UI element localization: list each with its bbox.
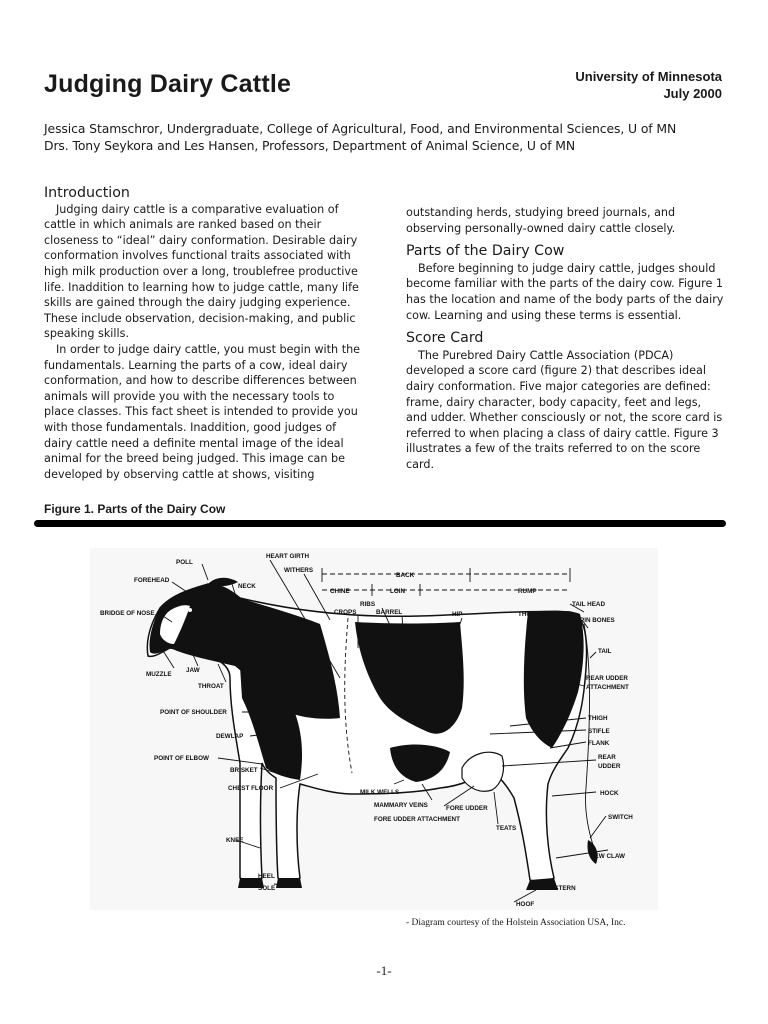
intro-paragraph-2: In order to judge dairy cattle, you must begin with the fundamentals. Learning the parts of a cow, ideal dairy conformation, and how to describe differences between animals will provide you with the necessary tools to place classes. This fact sheet is intended to provide you with those fundamentals. Inaddition, good judges of dairy cattle need a definite mental image of the ideal animal for the breed being judged. This image can be developed by observing cattle at shows, visiting xyxy=(44,342,361,481)
label-heel: HEEL xyxy=(258,873,275,880)
label-point-of-shoulder: POINT OF SHOULDER xyxy=(160,709,227,716)
label-knee: KNEE xyxy=(226,837,244,844)
label-fore-udder: FORE UDDER xyxy=(446,805,488,812)
intro-paragraph-1: Judging dairy cattle is a comparative evaluation of cattle in which animals are ranked based on their closeness to “ideal” dairy conformation. Desirable dairy conformation involves functional traits associated with high milk production over a long, troublefree productive life. Inaddition to learning how to judge cattle, many life skills are gained through the dairy judging experience. These include observation, decision-making, and public speaking skills. xyxy=(44,202,359,341)
label-fore-udder-attachment: FORE UDDER ATTACHMENT xyxy=(374,816,460,823)
right-column xyxy=(406,205,724,473)
university-name: University of Minnesota xyxy=(575,69,722,84)
label-hoof: HOOF xyxy=(516,901,535,908)
introduction-heading: Introduction xyxy=(44,185,130,201)
label-teats: TEATS xyxy=(496,825,517,832)
page-title: Judging Dairy Cattle xyxy=(44,70,292,98)
label-tail: TAIL xyxy=(598,648,612,655)
publication-date: July 2000 xyxy=(663,86,722,101)
parts-paragraph: Before beginning to judge dairy cattle, judges should become familiar with the parts of the dairy cow. Figure 1 has the location and name of the body parts of the dairy cow. Learning and using these terms is essential. xyxy=(406,261,724,322)
author-line-1: Jessica Stamschror, Undergraduate, College of Agricultural, Food, and Environmental Sciences, U of MN xyxy=(44,121,677,136)
label-withers: WITHERS xyxy=(284,567,314,574)
cow-parts-diagram xyxy=(90,548,658,910)
label-rear-udder-2: UDDER xyxy=(598,763,621,770)
label-dewlap: DEWLAP xyxy=(216,733,244,740)
label-stifle: STIFLE xyxy=(588,728,610,735)
label-thigh: THIGH xyxy=(588,715,608,722)
label-loin: LOIN xyxy=(390,588,406,595)
label-back: BACK xyxy=(396,572,415,579)
label-rear-udder-attachment-2: ATTACHMENT xyxy=(586,684,629,691)
label-point-of-elbow: POINT OF ELBOW xyxy=(154,755,209,762)
label-switch: SWITCH xyxy=(608,814,633,821)
figure-caption: Figure 1. Parts of the Dairy Cow xyxy=(44,502,226,516)
figure-divider xyxy=(34,520,726,527)
label-sole: SOLE xyxy=(258,885,276,892)
author-line-2: Drs. Tony Seykora and Les Hansen, Professors, Department of Animal Science, U of MN xyxy=(44,138,576,153)
label-crops: CROPS xyxy=(334,609,357,616)
label-dew-claw: DEW CLAW xyxy=(590,853,625,860)
label-bridge-of-nose: BRIDGE OF NOSE xyxy=(100,610,155,617)
scorecard-paragraph: The Purebred Dairy Cattle Association (PDCA) developed a score card (figure 2) that describes ideal dairy conformation. Five major categories are defined: frame, dairy character, body capacity, feet and legs, and udder. Whether consciously or not, the score card is referred to when placing a class of dairy cattle. Figure 3 illustrates a few of the traits referred to on the score card. xyxy=(406,348,723,471)
label-chine: CHINE xyxy=(330,588,350,595)
scorecard-heading: Score Card xyxy=(406,330,484,347)
label-poll: POLL xyxy=(176,559,193,566)
label-milk-wells: MILK WELLS xyxy=(360,789,400,796)
label-flank: FLANK xyxy=(588,740,610,747)
label-ribs: RIBS xyxy=(360,601,376,608)
label-muzzle: MUZZLE xyxy=(146,671,172,678)
label-hock: HOCK xyxy=(600,790,619,797)
label-hip: HIP xyxy=(452,611,463,618)
label-rump: RUMP xyxy=(518,588,537,595)
label-tail-head: TAIL HEAD xyxy=(572,601,605,608)
label-pin-bones: PIN BONES xyxy=(580,617,615,624)
left-column xyxy=(44,186,362,482)
label-jaw: JAW xyxy=(186,667,200,674)
label-neck: NECK xyxy=(238,583,256,590)
parts-heading: Parts of the Dairy Cow xyxy=(406,243,565,260)
label-barrel: BARREL xyxy=(376,609,403,616)
page-number: -1- xyxy=(376,963,392,978)
label-brisket: BRISKET xyxy=(230,767,258,774)
intro-paragraph-2-continued: outstanding herds, studying breed journals, and observing personally-owned dairy cattle closely. xyxy=(406,206,676,235)
diagram-credit: - Diagram courtesy of the Holstein Association USA, Inc. xyxy=(406,918,626,928)
label-chest-floor: CHEST FLOOR xyxy=(228,785,274,792)
label-forehead: FOREHEAD xyxy=(134,577,170,584)
label-pastern: PASTERN xyxy=(546,885,576,892)
label-mammary-veins: MAMMARY VEINS xyxy=(374,802,428,809)
label-throat: THROAT xyxy=(198,683,224,690)
label-rear-udder-attachment-1: REAR UDDER xyxy=(586,675,628,682)
label-heart-girth: HEART GIRTH xyxy=(266,553,310,560)
label-thurl: THURL xyxy=(518,611,540,618)
label-rear-udder-1: REAR xyxy=(598,754,616,761)
